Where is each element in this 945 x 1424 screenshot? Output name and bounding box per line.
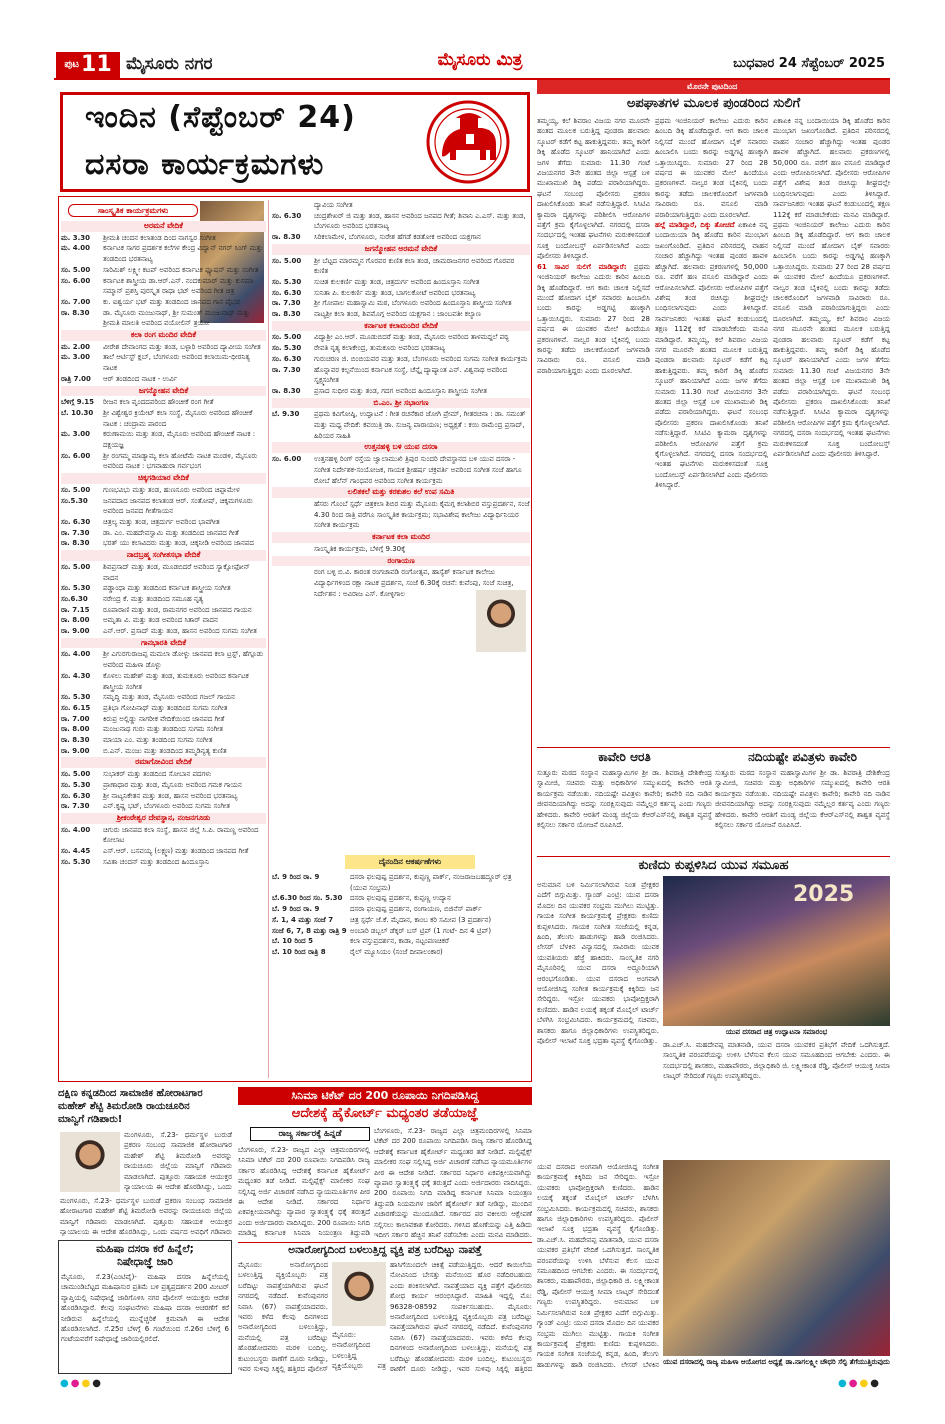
schedule-description: ಶ್ರೀ ವಿಶ್ವೇಶ್ವರ ಕ್ರಿಯೇಟ್ ಕಲಾ ಸಂಸ್ಥೆ, ಮೈಸೂರು ಅವರಿಂದ ಹೌಂಚೀಕೆ ನಾಟಕ : ಚಂದ್ರಾಮ ಪಾರಂದ [103, 408, 253, 428]
mahisha-text: ಮೈಸೂರು, ಸೆ.23(ಎಂಟಿವೈ)- ಮಹಿಷಾ ದಸರಾ ಹಿನ್ನೆಲೆಯಲ್ಲಿ ಚಾಮುಂಡಿಬೆಟ್ಟದ ಮಹಿಷಾಸುರ ಪ್ರತಿಮೆ ಬಳಿ ಪ್ರತ್ಯಪ್ರದರ್ಶನ 200 ಮೀಟರ್ ವ್ಯಾಪ್ತಿಯಲ್ಲಿ ನಿಷೇಧಾಜ್ಞೆ ಜಾರಿಗೊಳಿಸಿ ನಗರ ಪೊಲೀಸ್ ಆಯುಕ್ತರು ಆದೇಶ ಹೊರಡಿಸಿದ್ದಾರೆ. ಕೆಲವು ಸಂಘಟನೆಗಳು ಮಹಿಷಾ ದಸರಾ ಆಚರಣೆಗೆ ಕರೆ ನೀಡಿರುವ ಹಿನ್ನೆಲೆಯಲ್ಲಿ ಮುನ್ನೆಚ್ಚರಿಕೆ ಕ್ರಮವಾಗಿ ಈ ಆದೇಶ ಹೊರಡಿಸಲಾಗಿದೆ. ಸೆ.25ರ ಬೆಳಿಗ್ಗೆ 6 ಗಂಟೆಯಿಂದ ಸೆ.26ರ ಬೆಳಿಗ್ಗೆ 6 ಗಂಟೆಯವರೆಗೆ ನಿಷೇಧಾಜ್ಞೆ ಜಾರಿಯಲ್ಲಿರಲಿದೆ. [61, 1273, 229, 1344]
cinema-headline-b: ಆದೇಶಕ್ಕೆ ಹೈಕೋರ್ಟ್ ಮಧ್ಯಂತರ ತಡೆಯಾಜ್ಞೆ [291, 1106, 479, 1121]
schedule-time: ರಾ. 8.30 [61, 539, 90, 548]
venue-heading: ಚಿಕ್ಕಗಡಿಯಾರ ವೇದಿಕೆ [61, 473, 266, 484]
dasara-title-line1: ಇಂದಿನ (ಸೆಪ್ಟೆಂಬರ್ 24) [85, 100, 356, 135]
schedule-time: ಮ. 3.00 [61, 353, 91, 362]
schedule-row [272, 904, 530, 915]
schedule-time: ಸಂ. 5.00 [61, 485, 91, 494]
schedule-description: ಡಾ. ಮೈಸೂರು ಮಂಜುನಾಥ್, ಶ್ರೀ ಸುಮಂತ್ ಮಂಜುನಾಥ್ ಮತ್ತು ಶ್ರೀಮತಿ ಮಾಲತಿ ಅವರಿಂದ ವಯೋಲಿನ್ ತ್ರಯೋ [103, 308, 251, 328]
schedule-time: ಬೆ. 9 ರಿಂದ ರಾ. 9 [272, 905, 320, 914]
cultural-programs-label: ಸಾಂಸ್ಕೃತಿಕ ಕಾರ್ಯಕ್ರಮಗಳು [68, 204, 198, 217]
lead-col2: ಪ್ರಥಮ ಇಂಜಿನಿಯರ್ ಕಾಲೇಜು ಎದುರು ಕಾರಿನ ಹಿಂಬದಿ ಡಿಕ್ಕಿ ಹೊಡೆದಿದ್ದಾರೆ. ಆಗ ಕಾರು ಚಾಲಕ ನಿಲ್ಲಿಸದೆ ಮುಂದೆ ಹೋದಾಗ ಬೈಕ್ ಸವಾರರು ಹಿಂಬಾಲಿಸಿ ಬಂದು ಕಾರನ್ನು ಅಡ್ಡಗಟ್ಟಿ ಹಣಕ್ಕಾಗಿ ಒತ್ತಾಯಿಸಿದ್ದರು. ಸುಮಾರು 27 ರಿಂದ 28 ವರ್ಷದ ಈ ಯುವಕರ ಮೇಲೆ ಹಿಂದೆಯೂ ಪ್ರಕರಣಗಳಿವೆ. ನಾಲ್ವರ ತಂಡ ಬೈಕಿನಲ್ಲಿ ಬಂದು ಕಾರನ್ನು ತಡೆದು ಚಾಲಕರೊಂದಿಗೆ ಜಗಳವಾಡಿ ಸಾವಿರಾರು ರೂ. ವಸೂಲಿ ಮಾಡಿ ಪರಾರಿಯಾಗುತ್ತಿದ್ದರು ಎಂದು ದೂರಲಾಗಿದೆ. ಹಲ್ಲೆ ಮಾಡಿದ್ದಾರೆ, ದಿಕ್ಕು ತೋಚದೆ ಏಕಾಏಕಿ ನನ್ನ ಬಂದಾಯಿಯಾ ಡಿಕ್ಕಿ ಹೊಡೆದ ಕಾರಿನ ಮುಂಭಾಗ ಜಖಂಗೊಂಡಿದೆ. ಪ್ರತಿದಿನ ಪರಿಸರದಲ್ಲಿ ವಾಹನ ಸಂಚಾರ ಹೆಚ್ಚಾಗಿದ್ದು ಇಂತಹ ಪುಂಡರ ಹಾವಳಿ ಹೆಚ್ಚಾಗಿದೆ. ಹಲವಾರು ಪ್ರಕರಣಗಳಲ್ಲಿ 50,000 ರೂ. ವರೆಗೆ ಹಣ ವಸೂಲಿ ಮಾಡಿದ್ದಾರೆ ಎಂದು ಆರೋಪಿಸಲಾಗಿದೆ. ಪೊಲೀಸರು ಆರೋಪಿಗಳ ಪತ್ತೆಗೆ ವಿಶೇಷ ತಂಡ ರಚಿಸಿದ್ದು ಶೀಘ್ರದಲ್ಲೇ ಬಂಧಿಸಲಾಗುವುದು ಎಂದು ತಿಳಿಸಿದ್ದಾರೆ. ಸಾರ್ವಜನಿಕರು ಇಂತಹ ಘಟನೆ ಕಂಡುಬಂದಲ್ಲಿ ತಕ್ಷಣ 112ಕ್ಕೆ ಕರೆ ಮಾಡಬೇಕೆಂದು ಮನವಿ ಮಾಡಿದ್ದಾರೆ. ತಮ್ಮಯ್ಯ, ಕಲೆ ಶಿವರಾಂ ವಿಜಯ ನಗರ ಮೂರನೇ ಹಂತದ ಮೂಲಕ ಬರುತ್ತಿದ್ದ ಪುಂಡರಾ ಹಲವಾರು ಸ್ಕೂಟರ್ ಕಡೆಗೆ ಕಟ್ಟ ಹಾಕುತ್ತಿದ್ದವರು. ತಮ್ಮ ಕಾರಿಗೆ ಡಿಕ್ಕಿ ಹೊಡೆದ ಸ್ಕೂಟರ್ ಹಾನಿಯಾಗಿದೆ ಎಂದು ಜಗಳ ತೆಗೆದು ಸುಮಾರು 11.30 ಗಂಟೆ ವಿಜಯನಗರ 3ನೇ ಹಂತದ ಜಿಲ್ಲಾ ಆಸ್ಪತ್ರೆ ಬಳಿ ಮುಖಾಮುಖಿ ಡಿಕ್ಕಿ ಪಡೆದು ಪರಾರಿಯಾಗಿದ್ದರು. ಘಟನೆ ಸಂಬಂಧ ಪೊಲೀಸರು ಪ್ರಕರಣ ದಾಖಲಿಸಿಕೊಂಡು ತನಿಖೆ ನಡೆಸುತ್ತಿದ್ದಾರೆ. ಸಿಸಿಟಿವಿ ಕ್ಯಾಮರಾ ದೃಶ್ಯಗಳನ್ನು ಪರಿಶೀಲಿಸಿ ಆರೋಪಿಗಳ ಪತ್ತೆಗೆ ಕ್ರಮ ಕೈಗೊಳ್ಳಲಾಗಿದೆ. ನಗರದಲ್ಲಿ ದಸರಾ ಸಂದರ್ಭದಲ್ಲಿ ಇಂತಹ ಘಟನೆಗಳು ಮರುಕಳಿಸದಂತೆ ಸೂಕ್ತ ಬಂದೋಬಸ್ತ್ ಏರ್ಪಡಿಸಲಾಗಿದೆ ಎಂದು ಪೊಲೀಸರು ತಿಳಿಸಿದ್ದಾರೆ. [655, 117, 768, 490]
schedule-description: ಸುಭಾಕರ್ ಮತ್ತು ತಂಡದಿಂದ ಸೋಬಾನ ಪದಗಳು [103, 770, 212, 779]
schedule-row [272, 386, 530, 397]
schedule-time: ಸಂ. 4.45 [61, 847, 91, 856]
missing-person-photo [332, 1262, 386, 1326]
schedule-description: ದಸರಾ ಫಲಪುಷ್ಪ ಪ್ರದರ್ಶನ, ಕುಪ್ಪಣ್ಣ ಪಾರ್ಕ್, ನಂಜರಾಜಬಹದ್ದೂರ್ ಛತ್ರ (ಯುವ ಸಂಭ್ರಮ) [350, 873, 512, 892]
schedule-description: ದ್ಯಾವಿಯ ಸಂಗೀತ [314, 201, 353, 209]
schedule-row [61, 626, 266, 637]
schedule-row [272, 872, 530, 893]
schedule-description: ಉತ್ತನಹಳ್ಳಿ ರಿಂಗ್ ರಸ್ತೆಯ ಜ್ವಾಲಾಮುಖಿ ತ್ರಿಪುರ ಸುಂದರಿ ದೇವಸ್ಥಾನದ ಬಳಿ ಯುವ ದಸರಾ - ಸಂಗೀತ ನಿರ್ದೇಶಕ-ಸಂಯೋಜಕ, ಗಾಯಕ ಶ್ರೀಹರ್ಷ ಚಕ್ರವರ್ತಿ ಅವರಿಂದ ಸಂಗೀತ ಸಂಜೆ ಹಾಗೂ ರೋಬೆ ಹೆಲೆನ್ ಗಾಂಧವರ ಅವರಿಂದ ಸಂಗೀತ ಕಾರ್ಯಕ್ರಮ [314, 455, 522, 485]
schedule-row [61, 374, 266, 385]
youth-text: ಅನುಮಾನ ಬಳಿ ನಿರ್ಮಿಸಲಾಗಿರುವ ನಿಂತ ಪ್ರೇಕ್ಷಕರ ಎದೆಗೆ ಬಿಗ್ಗುಮಿತ್ತು. ಗ್ಯಾಂಡ್ ಎಂಟ್ರಿ: ಯುವ ದಸರಾ ಮೊದಲ ದಿನ ಯುವಕರ ಸಂಭ್ರಮ ಮುಗಿಲು ಮುಟ್ಟಿತ್ತು. ಗಾಯಕಿ ಸಂಗೀತ ಕಾರ್ಯಕ್ರಮಕ್ಕೆ ಪ್ರೇಕ್ಷಕರು ಕುಣಿದು ಕುಪ್ಪಳಿಸಿದರು. ಗಾಯಕ ಸಂಗೀತ ಸಂಜೆಯಲ್ಲಿ ಕನ್ನಡ, ಹಿಂದಿ, ತೆಲುಗು ಹಾಡುಗಳನ್ನು ಹಾಡಿ ರಂಜಿಸಿದರು. ಲೇಸರ್ ಬೆಳಕಿನ ವಿನ್ಯಾಸದಲ್ಲಿ ಸಾವಿರಾರು ಯುವಕ ಯುವತಿಯರು ಹೆಜ್ಜೆ ಹಾಕಿದರು. ಸಾಂಸ್ಕೃತಿಕ ನಗರಿ ಮೈಸೂರಿನಲ್ಲಿ ಯುವ ದಸರಾ ಅದ್ದೂರಿಯಾಗಿ ಆರಂಭಗೊಂಡಿತು. ಯುವ ದಸರಾದ ಅಂಗವಾಗಿ ಆಯೋಜಿಸಿದ್ದ ಸಂಗೀತ ಕಾರ್ಯಕ್ರಮಕ್ಕೆ ಕಿಕ್ಕಿರಿದು ಜನ ಸೇರಿದ್ದರು. ಇಸ್ರೋ ಯುವಕರು ಭಾವೋದ್ರಿಕ್ತರಾಗಿ ಕುಣಿದರು. ಹಾಡಿನ ಲಯಕ್ಕೆ ತಕ್ಕಂತೆ ಮೊಬೈಲ್ ಟಾರ್ಚ್ ಬೆಳಗಿಸಿ ಸಂಭ್ರಮಿಸಿದರು. ಕಾರ್ಯಕ್ರಮದಲ್ಲಿ ಸಚಿವರು, ಶಾಸಕರು ಹಾಗೂ ಜಿಲ್ಲಾಧಿಕಾರಿಗಳು ಉಪಸ್ಥಿತರಿದ್ದರು. ಪೊಲೀಸ್ ಇಲಾಖೆ ಸೂಕ್ತ ಭದ್ರತಾ ವ್ಯವಸ್ಥೆ ಕೈಗೊಂಡಿತ್ತು. [537, 881, 659, 1046]
schedule-time: ಸಂ. 6.15 [61, 703, 91, 712]
schedule-description: ಮಂಜುನಾಥ ಗುರು ಮತ್ತು ತಂಡದಿಂದ ಸುಗಮ ಸಂಗೀತ [103, 725, 224, 734]
schedule-row [61, 714, 266, 725]
lead-col3: ಏಕಾಏಕಿ ನನ್ನ ಬಂದಾಯಿಯಾ ಡಿಕ್ಕಿ ಹೊಡೆದ ಕಾರಿನ ಮುಂಭಾಗ ಜಖಂಗೊಂಡಿದೆ. ಪ್ರತಿದಿನ ಪರಿಸರದಲ್ಲಿ ವಾಹನ ಸಂಚಾರ ಹೆಚ್ಚಾಗಿದ್ದು ಇಂತಹ ಪುಂಡರ ಹಾವಳಿ ಹೆಚ್ಚಾಗಿದೆ. ಹಲವಾರು ಪ್ರಕರಣಗಳಲ್ಲಿ 50,000 ರೂ. ವರೆಗೆ ಹಣ ವಸೂಲಿ ಮಾಡಿದ್ದಾರೆ ಎಂದು ಆರೋಪಿಸಲಾಗಿದೆ. ಪೊಲೀಸರು ಆರೋಪಿಗಳ ಪತ್ತೆಗೆ ವಿಶೇಷ ತಂಡ ರಚಿಸಿದ್ದು ಶೀಘ್ರದಲ್ಲೇ ಬಂಧಿಸಲಾಗುವುದು ಎಂದು ತಿಳಿಸಿದ್ದಾರೆ. ಸಾರ್ವಜನಿಕರು ಇಂತಹ ಘಟನೆ ಕಂಡುಬಂದಲ್ಲಿ ತಕ್ಷಣ 112ಕ್ಕೆ ಕರೆ ಮಾಡಬೇಕೆಂದು ಮನವಿ ಮಾಡಿದ್ದಾರೆ. ಪ್ರಥಮ ಇಂಜಿನಿಯರ್ ಕಾಲೇಜು ಎದುರು ಕಾರಿನ ಹಿಂಬದಿ ಡಿಕ್ಕಿ ಹೊಡೆದಿದ್ದಾರೆ. ಆಗ ಕಾರು ಚಾಲಕ ನಿಲ್ಲಿಸದೆ ಮುಂದೆ ಹೋದಾಗ ಬೈಕ್ ಸವಾರರು ಹಿಂಬಾಲಿಸಿ ಬಂದು ಕಾರನ್ನು ಅಡ್ಡಗಟ್ಟಿ ಹಣಕ್ಕಾಗಿ ಒತ್ತಾಯಿಸಿದ್ದರು. ಸುಮಾರು 27 ರಿಂದ 28 ವರ್ಷದ ಈ ಯುವಕರ ಮೇಲೆ ಹಿಂದೆಯೂ ಪ್ರಕರಣಗಳಿವೆ. ನಾಲ್ವರ ತಂಡ ಬೈಕಿನಲ್ಲಿ ಬಂದು ಕಾರನ್ನು ತಡೆದು ಚಾಲಕರೊಂದಿಗೆ ಜಗಳವಾಡಿ ಸಾವಿರಾರು ರೂ. ವಸೂಲಿ ಮಾಡಿ ಪರಾರಿಯಾಗುತ್ತಿದ್ದರು ಎಂದು ದೂರಲಾಗಿದೆ. ತಮ್ಮಯ್ಯ, ಕಲೆ ಶಿವರಾಂ ವಿಜಯ ನಗರ ಮೂರನೇ ಹಂತದ ಮೂಲಕ ಬರುತ್ತಿದ್ದ ಪುಂಡರಾ ಹಲವಾರು ಸ್ಕೂಟರ್ ಕಡೆಗೆ ಕಟ್ಟ ಹಾಕುತ್ತಿದ್ದವರು. ತಮ್ಮ ಕಾರಿಗೆ ಡಿಕ್ಕಿ ಹೊಡೆದ ಸ್ಕೂಟರ್ ಹಾನಿಯಾಗಿದೆ ಎಂದು ಜಗಳ ತೆಗೆದು ಸುಮಾರು 11.30 ಗಂಟೆ ವಿಜಯನಗರ 3ನೇ ಹಂತದ ಜಿಲ್ಲಾ ಆಸ್ಪತ್ರೆ ಬಳಿ ಮುಖಾಮುಖಿ ಡಿಕ್ಕಿ ಪಡೆದು ಪರಾರಿಯಾಗಿದ್ದರು. ಘಟನೆ ಸಂಬಂಧ ಪೊಲೀಸರು ಪ್ರಕರಣ ದಾಖಲಿಸಿಕೊಂಡು ತನಿಖೆ ನಡೆಸುತ್ತಿದ್ದಾರೆ. ಸಿಸಿಟಿವಿ ಕ್ಯಾಮರಾ ದೃಶ್ಯಗಳನ್ನು ಪರಿಶೀಲಿಸಿ ಆರೋಪಿಗಳ ಪತ್ತೆಗೆ ಕ್ರಮ ಕೈಗೊಳ್ಳಲಾಗಿದೆ. ನಗರದಲ್ಲಿ ದಸರಾ ಸಂದರ್ಭದಲ್ಲಿ ಇಂತಹ ಘಟನೆಗಳು ಮರುಕಳಿಸದಂತೆ ಸೂಕ್ತ ಬಂದೋಬಸ್ತ್ ಏರ್ಪಡಿಸಲಾಗಿದೆ ಎಂದು ಪೊಲೀಸರು ತಿಳಿಸಿದ್ದಾರೆ. [773, 117, 890, 458]
schedule-description: ಚಿತ್ರಲ್ಯ ಮತ್ತು ತಂಡ, ಚಿತ್ರದುರ್ಗ ಅವರಿಂದ ಭಾವಗೀತ [103, 517, 220, 526]
schedule-time: ರಾ. 8.30 [61, 308, 90, 317]
schedule-description: ರೇವತಿ ನೃತ್ಯ ಕಲಾಕೇಂದ್ರ, ತುಮಕೂರು ಅವರಿಂದ ಭರತನಾಟ್ಯ [314, 344, 446, 353]
schedule-description: ಸಾಂಸ್ಕೃತಿಕ ಕಾರ್ಯಕ್ರಮ, ಬೆಳಿಗ್ಗೆ 9.30ಕ್ಕೆ [314, 544, 406, 553]
schedule-row [272, 277, 530, 288]
schedule-description: ತಾಲೆ ಆರ್ಟಿಸ್ಟ್ ಕ್ಲಬ್, ಬೆಂಗಳೂರು ಅವರಿಂದ ಕಲಾಯಿಮ-ಧೀರನಿತ್ಯ ನಾಟಕ [103, 353, 250, 373]
mahesh-headline: ದಕ್ಷಿಣ ಕನ್ನಡದಿಂದ ಸಾಮಾಜಿಕ ಹೋರಾಟಗಾರ ಮಹೇಶ್ ಶೆಟ್ಟಿ ತಿಮರೋಡಿ ರಾಯಚೂರಿನ ಮಾನ್ವಿಗೆ ಗಡಿಪಾರು! [58, 1088, 203, 1125]
schedule-time: ಮ. 4.00 [61, 244, 91, 253]
schedule-time: ಬೆ. 10 ರಿಂದ ರಾತ್ರಿ 8 [272, 947, 326, 956]
schedule-description: ಬಿ.ಎನ್. ಮಂಜು ಮತ್ತು ತಂಡದಿಂದ ತಮ್ಮಡಿನ್ಯತ್ಯ ಕುಣಿತ [103, 746, 227, 755]
schedule-row [272, 365, 530, 386]
schedule-time: ರಾ. 9.00 [61, 627, 90, 636]
schedule-time: ಸಂ. 6.00 [272, 455, 302, 464]
schedule-row [272, 256, 530, 277]
singer-photo [476, 590, 526, 652]
schedule-row [61, 692, 266, 703]
schedule-row [61, 233, 266, 244]
schedule-description: ಕು. ಐಶ್ವರ್ಯ ಭಟ್ ಮತ್ತು ತಂಡದಿಂದ ಜಾನಪದ ಗಾನ ವೈಭವ [103, 297, 241, 306]
schedule-description: ಭರತ್ ಯು ಕಲಾವಿದರು ಮತ್ತು ತಂಡ, ಚಿಕ್ಕನೀಡಿ ಅವರಿಂದ ಜಾನಪದ [103, 539, 254, 548]
schedule-row [61, 594, 266, 605]
schedule-time: ರಾ. 7.30 [272, 299, 301, 308]
venue-heading: ಕಲಾ ರಂಗ ಮಂದಿರ ವೇದಿಕೆ [61, 330, 266, 341]
schedule-time: ಸಂ. 6.30 [272, 211, 302, 220]
schedule-description: ವೀರೇಶ ದೇವಾಂಗದ ಮತ್ತು ತಂಡ, ಬಳ್ಳಾರಿ ಅವರಿಂದ ದ್ಯಾವೀಯ ಸಂಗೀತ [103, 342, 261, 351]
schedule-row [61, 846, 266, 857]
elephant-emblem-icon [412, 98, 524, 186]
venue-heading: ಉತ್ತನಹಳ್ಳಿ ಬಳಿ ಯುವ ದಸರಾ [272, 442, 530, 453]
schedule-description: ರೈಲ್ ಮ್ಯೂಸಿಯಂ (ಸಂಜೆ ದೀಪಾಲಂಕಾರ) [350, 947, 443, 956]
paper-name: ಮೈಸೂರು ಮಿತ್ರ [437, 50, 523, 70]
mahesh-text: ಮಂಗಳೂರು, ಸೆ.23- ಧರ್ಮಸ್ಥಳ ಬುರುಡೆ ಪ್ರಕರಣ ಸಂಬಂಧ ಸಾಮಾಜಿಕ ಹೋರಾಟಗಾರ ಮಹೇಶ್ ಶೆಟ್ಟಿ ತಿಮರೋಡಿ ಅವರನ್ನು ರಾಯಚೂರು ಜಿಲ್ಲೆಯ ಮಾನ್ವಿಗೆ ಗಡಿಪಾರು ಮಾಡಲಾಗಿದೆ. ಪುತ್ತೂರು ಸಹಾಯಕ ಆಯುಕ್ತರ ನ್ಯಾಯಾಲಯ ಈ ಆದೇಶ ಹೊರಡಿಸಿದ್ದು, ಒಂದು ವರ್ಷದ ಅವಧಿಗೆ ಗಡಿಪಾರು [60, 1197, 232, 1236]
schedule-time: ರಾ. 8.30 [272, 233, 301, 242]
page-number-badge: $^{ಪುಟ}$11 [56, 52, 120, 78]
schedule-row [272, 499, 530, 531]
schedule-description: ಸಿರಿಕಲಾಮೇಳ, ಬೆಂಗಳೂರು, ಸುರೇಶ ಹೆಗಡೆ ಕಡತೋಕ ಅವರಿಂದ ಯಕ್ಷಗಾನ [314, 233, 481, 242]
schedule-time: ಸಂ. 4.00 [61, 825, 91, 834]
schedule-description: ಸಾರಿಮಿಶ್ ಲಕ್ಷ್ಮೀ ಕಟಪ್ ಅವರಿಂದ ಕರ್ನಾಟಕ ಫ್ಯೂಷನ್ ಮತ್ತು ಸಂಗೀತ [103, 265, 259, 274]
schedule-row [61, 649, 266, 670]
venue-heading: ಗಾನಭಾರತಿ ವೇದಿಕೆ [61, 638, 266, 649]
schedule-time: ರಾ. 8.30 [61, 736, 90, 745]
schedule-description: ಶ್ರೀ ಎಗುರಗುರಾಜಪ್ಪ ಮಮಲಾ ಡೋಳ್ಳು ಜಾನಪದ ಕಲಾ ಟ್ರಸ್ಟ್, ಹೆಗ್ಗೂಡು ಅವರಿಂದ ಮಹಿಳಾ ಡೊಳ್ಳು [103, 650, 264, 670]
schedule-row [61, 703, 266, 714]
schedule-row [61, 583, 266, 594]
stage-banner-text: 2025 [793, 882, 855, 907]
venue-heading: ಅರಮನೆ ವೇದಿಕೆ [61, 221, 266, 232]
schedule-time: ಸಂ. 7.00 [61, 297, 91, 306]
schedule-description: ಪ್ರಥಮ ಕವಿಗೋಷ್ಠಿ, ಉದ್ಘಾಟನೆ : ಗೀತ ರಚನೆಕಾರ ಜೋಗಿ ಪ್ರೇಮ್, ಗೀತರಚನಾ : ಡಾ. ಸಮಂತ್ ಮತ್ತು ಮಧ್ಯ ವೇದಿಕೆ: ಕವಯಿತ್ರಿ ಡಾ. ಸುಜನ್ಯ ಪಾರಾಯಣ; ಅಧ್ಯಕ್ಷತೆ : ಕಯಿ ರಾಮೆಂದ್ರ ಪ್ರಸಾದ್, ಹಿರಿಯರ ಸಾಹಿತಿ [314, 410, 526, 440]
schedule-time: ರಾ. 9.00 [61, 746, 90, 755]
youth-headline: ಕುಣಿದು ಕುಪ್ಪಳಿಸಿದ ಯುವ ಸಮೂಹ [638, 858, 789, 873]
schedule-description: ಶ್ರೀ ಗೋಪಾಲ ಮಹಾಸ್ವಾಮಿ ಮಠ, ಬೆಂಗಳೂರು ಅವರಿಂದ ಹಿಂದೂಸ್ತಾನಿ ಶಾಸ್ತ್ರೀಯ ಸಂಗೀತ [314, 299, 512, 308]
mahesh-text-side: ಮಂಗಳೂರು, ಸೆ.23- ಧರ್ಮಸ್ಥಳ ಬುರುಡೆ ಪ್ರಕರಣ ಸಂಬಂಧ ಸಾಮಾಜಿಕ ಹೋರಾಟಗಾರ ಮಹೇಶ್ ಶೆಟ್ಟಿ ತಿಮರೋಡಿ ಅವರನ್ನು ರಾಯಚೂರು ಜಿಲ್ಲೆಯ ಮಾನ್ವಿಗೆ ಗಡಿಪಾರು ಮಾಡಲಾಗಿದೆ. ಪುತ್ತೂರು ಸಹಾಯಕ ಆಯುಕ್ತರ ನ್ಯಾಯಾಲಯ ಈ ಆದೇಶ ಹೊರಡಿಸಿದ್ದು, ಒಂದು [124, 1131, 232, 1192]
schedule-description: ಅಂಬಾರಿ ಡಬ್ಬಲ್ ಡೆಕ್ಕರ್ ಬಸ್ ಟ್ರಿಪ್ (1 ಗಂಟೆ- ದಿನ 4 ಟ್ರಿಪ್) [350, 926, 492, 935]
schedule-left-column [61, 220, 266, 1080]
schedule-time: ರಾ. 7.00 [61, 714, 90, 723]
venue-heading: ಬಿ.ಎಂ. ಶ್ರೀ ಸಭಾಂಗಣ [272, 398, 530, 409]
youth-rule [537, 856, 890, 857]
youth-photo-1-caption: ಯುವ ದಸರಾದ ಚಿತ್ರ ಉದ್ಘಾಟನಾ ಸಮಾರಂಭ [725, 1028, 828, 1036]
schedule-description: ಡಾ. ಎಂ. ಮಹದೇವಸ್ವಾಮಿ ಮತ್ತು ತಂಡದಿಂದ ಜಾನಪದ ಗೀತೆ [103, 528, 239, 537]
schedule-description: ಗುಣಭವಿಭು ಮತ್ತು ತಂಡ, ಹುಣಸೂರು ಅವರಿಂದ ಚಿಪ್ಪಾಮೇಳ [103, 485, 240, 494]
venue-heading: ಕರ್ನಾಟಕ ಕಲಾಮಂದಿರ ವೇದಿಕೆ [272, 321, 530, 332]
daily-attractions-list [272, 872, 530, 1078]
schedule-description: ನಾಟ್ಯಶ್ರೀ ಕಲಾ ತಂಡ, ಶಿವಮೊಗ್ಗ ಅವರಿಂದ ಯಕ್ಷಗಾನ : ಜಾಂಬವತೀ ಕಲ್ಯಾಣ [314, 310, 481, 319]
schedule-row [61, 408, 266, 429]
daily-attractions-label: ದೈನಂದಿನ ಆಕರ್ಷಣೆಗಳು [345, 855, 475, 869]
schedule-time: ಬೆ. 10.30 [61, 408, 94, 417]
schedule-time: ಸಂ. 6.30 [272, 354, 302, 363]
missing-text-3: ಹಾಸಿಗೆಯಿಂದಲೇ ಚಿಕಿತ್ಸೆ ಪಡೆಯುತ್ತಿದ್ದರು. ಆದರೆ ಕಾಯಿಲೆಯ ನೋವಿನಿಂದ ಬೇಸತ್ತು ಮನೆಯಿಂದ ಹೊರ ನಡೆದಿರಬಹುದು ಎಂದು ಶಂಕಿಸಲಾಗಿದೆ. ನಾಪತ್ತೆಯಾದ ವ್ಯಕ್ತಿ ಪತ್ತೆಗೆ ಪೊಲೀಸರು ಶೋಧ ಕಾರ್ಯ ಆರಂಭಿಸಿದ್ದಾರೆ. ಮಾಹಿತಿ ಇದ್ದಲ್ಲಿ ಮೊ: 96328-08592 ಸಂಪರ್ಕಿಸಬಹುದು. ಮೈಸೂರು: ಅನಾರೋಗ್ಯದಿಂದ ಬಳಲುತ್ತಿದ್ದ ವ್ಯಕ್ತಿಯೊಬ್ಬರು ಪತ್ರ ಬರೆದಿಟ್ಟು ನಾಪತ್ತೆಯಾಗಿರುವ ಘಟನೆ ನಗರದಲ್ಲಿ ನಡೆದಿದೆ. ಕುವೆಂಪುನಗರ ನಿವಾಸಿ (67) ನಾಪತ್ತೆಯಾದವರು. ಇವರು ಕಳೆದ ಕೆಲವು ದಿನಗಳಿಂದ ಅನಾರೋಗ್ಯದಿಂದ ಬಳಲುತ್ತಿದ್ದು, ಮನೆಯಲ್ಲಿ ಪತ್ರ ಬರೆದಿಟ್ಟು ಹೊರಹೋದವರು ಮರಳಿ ಬಂದಿಲ್ಲ. ಕುಟುಂಬಸ್ಥರು ಠಾಣೆಗೆ ದೂರು ನೀಡಿದ್ದು, ಇವರ ಸುಳಿವು ಸಿಕ್ಕಲ್ಲಿ ಹತ್ತಿರದ [390, 1261, 532, 1374]
schedule-time: ರಾ. 7.30 [61, 528, 90, 537]
schedule-row [61, 342, 266, 353]
schedule-time: ಮ. 3.30 [61, 233, 91, 242]
schedule-row [272, 200, 530, 211]
schedule-description: ಪ್ರಸಾದ ಸುಧೀರ ಮತ್ತು ತಂಡ, ಗದಗ ಅವರಿಂದ ಹಿಂದೂಸ್ತಾನಿ ಶಾಸ್ತ್ರೀಯ ಸಂಗೀತ [314, 386, 487, 395]
schedule-description: ಕೊಳಲು ಮಹೇಶ್ ಮತ್ತು ತಂಡ, ತುಮಕೂರು ಅವರಿಂದ ಕರ್ನಾಟಕ ಶಾಸ್ತ್ರೀಯ ಸಂಗೀತ [103, 671, 249, 691]
schedule-row [272, 211, 530, 232]
kaveri-subheadline: ನದಿಯಷ್ಟೇ ಪವಿತ್ರಳು ಕಾವೇರಿ [748, 750, 857, 764]
registration-marks-right: ●●●● [838, 1378, 881, 1389]
schedule-description: ಪಡ್ಡಾಂಧಾ ಮತ್ತು ತಂಡದಿಂದ ಕರ್ನಾಟಕ ಶಾಸ್ತ್ರೀಯ ಸಂಗೀತ [103, 584, 231, 593]
schedule-time: ಸಂ. 6.30 [272, 288, 302, 297]
schedule-row [61, 615, 266, 626]
schedule-time: ಸಂ. 5.30 [61, 584, 91, 593]
schedule-description: ಸಮೃದ್ಧಿ ಮತ್ತು ತಂಡ, ಮೈಸೂರು ಅವರಿಂದ ಗಜಲ್ ಗಾಯನ [103, 693, 235, 702]
schedule-row [272, 454, 530, 486]
schedule-right-column [272, 200, 530, 848]
schedule-row [272, 288, 530, 299]
schedule-row [272, 232, 530, 243]
schedule-row [61, 528, 266, 539]
schedule-time: ಸಂ. 5.00 [272, 333, 302, 342]
schedule-time [272, 200, 314, 211]
venue-heading: ಕರ್ನಾಟಕ ಕಲಾ ಮಂದಿರ [272, 532, 530, 543]
schedule-row [272, 332, 530, 343]
schedule-row [272, 354, 530, 365]
schedule-time: ಸಂ.5.30 [61, 496, 88, 505]
mahesh-photo [60, 1132, 120, 1192]
schedule-row [61, 562, 266, 583]
schedule-description: ರೀಜನ ಕಲಾ ವೃಂದದವರಿಂದ ಹೌಂಚೀಕೆ ರಂಗ ಗೀತೆ [103, 398, 214, 407]
youth-photo-2 [663, 1160, 890, 1356]
schedule-row [61, 735, 266, 746]
schedule-description: ಚಿಗುರು ಜಾನಪದ ಕಲಾ ಸಂಸ್ಥೆ, ಹಾಸನ ಜಿಲ್ಲೆ ಸಿ.ಪಿ. ರಾಮಣ್ಣ ಅವರಿಂದ ಕೋಲಾಟ [103, 825, 259, 845]
youth-photo-2-caption: ಯುವ ದಸರಾದಲ್ಲಿ ರಾಜ್ಯ ಮಹಿಳಾ ಆಯೋಗದ ಅಧ್ಯಕ್ಷೆ ಡಾ.ನಾಗಲಕ್ಷ್ಮೀ ಚೌಧರಿ ಸೆಲ್ಫಿ ತೆಗೆಯುತ್ತಿರುವುದು [663, 1358, 890, 1366]
schedule-row [61, 801, 266, 812]
schedule-time: ಸಂ.6.30 [61, 594, 88, 603]
lead-col1: ತಮ್ಮಯ್ಯ, ಕಲೆ ಶಿವರಾಂ ವಿಜಯ ನಗರ ಮೂರನೇ ಹಂತದ ಮೂಲಕ ಬರುತ್ತಿದ್ದ ಪುಂಡರಾ ಹಲವಾರು ಸ್ಕೂಟರ್ ಕಡೆಗೆ ಕಟ್ಟ ಹಾಕುತ್ತಿದ್ದವರು. ತಮ್ಮ ಕಾರಿಗೆ ಡಿಕ್ಕಿ ಹೊಡೆದ ಸ್ಕೂಟರ್ ಹಾನಿಯಾಗಿದೆ ಎಂದು ಜಗಳ ತೆಗೆದು ಸುಮಾರು 11.30 ಗಂಟೆ ವಿಜಯನಗರ 3ನೇ ಹಂತದ ಜಿಲ್ಲಾ ಆಸ್ಪತ್ರೆ ಬಳಿ ಮುಖಾಮುಖಿ ಡಿಕ್ಕಿ ಪಡೆದು ಪರಾರಿಯಾಗಿದ್ದರು. ಘಟನೆ ಸಂಬಂಧ ಪೊಲೀಸರು ಪ್ರಕರಣ ದಾಖಲಿಸಿಕೊಂಡು ತನಿಖೆ ನಡೆಸುತ್ತಿದ್ದಾರೆ. ಸಿಸಿಟಿವಿ ಕ್ಯಾಮರಾ ದೃಶ್ಯಗಳನ್ನು ಪರಿಶೀಲಿಸಿ ಆರೋಪಿಗಳ ಪತ್ತೆಗೆ ಕ್ರಮ ಕೈಗೊಳ್ಳಲಾಗಿದೆ. ನಗರದಲ್ಲಿ ದಸರಾ ಸಂದರ್ಭದಲ್ಲಿ ಇಂತಹ ಘಟನೆಗಳು ಮರುಕಳಿಸದಂತೆ ಸೂಕ್ತ ಬಂದೋಬಸ್ತ್ ಏರ್ಪಡಿಸಲಾಗಿದೆ ಎಂದು ಪೊಲೀಸರು ತಿಳಿಸಿದ್ದಾರೆ. 61 ಸಾವಿರ ಸುಲಿಗೆ ಮಾಡಿದ್ದಾರೆ: ಪ್ರಥಮ ಇಂಜಿನಿಯರ್ ಕಾಲೇಜು ಎದುರು ಕಾರಿನ ಹಿಂಬದಿ ಡಿಕ್ಕಿ ಹೊಡೆದಿದ್ದಾರೆ. ಆಗ ಕಾರು ಚಾಲಕ ನಿಲ್ಲಿಸದೆ ಮುಂದೆ ಹೋದಾಗ ಬೈಕ್ ಸವಾರರು ಹಿಂಬಾಲಿಸಿ ಬಂದು ಕಾರನ್ನು ಅಡ್ಡಗಟ್ಟಿ ಹಣಕ್ಕಾಗಿ ಒತ್ತಾಯಿಸಿದ್ದರು. ಸುಮಾರು 27 ರಿಂದ 28 ವರ್ಷದ ಈ ಯುವಕರ ಮೇಲೆ ಹಿಂದೆಯೂ ಪ್ರಕರಣಗಳಿವೆ. ನಾಲ್ವರ ತಂಡ ಬೈಕಿನಲ್ಲಿ ಬಂದು ಕಾರನ್ನು ತಡೆದು ಚಾಲಕರೊಂದಿಗೆ ಜಗಳವಾಡಿ ಸಾವಿರಾರು ರೂ. ವಸೂಲಿ ಮಾಡಿ ಪರಾರಿಯಾಗುತ್ತಿದ್ದರು ಎಂದು ದೂರಲಾಗಿದೆ. [537, 117, 650, 375]
schedule-time [272, 567, 314, 599]
cinema-headline-a: ಸಿನಿಮಾ ಟಿಕೆಟ್ ದರ 200 ರೂಪಾಯಿ ನಿಗದಿಪಡಿಸಿದ್ದ [238, 1087, 532, 1105]
schedule-row [61, 352, 266, 373]
schedule-row [61, 496, 266, 517]
schedule-row [61, 451, 266, 472]
schedule-time: ಸಂ. 5.30 [61, 857, 91, 866]
schedule-row [61, 671, 266, 692]
schedule-description: ಕರ್ನಾಟಕ ಶಾಸ್ತ್ರೀಯ ಡಾ.ಆರ್.ಎನ್. ನಂದಕುಮಾರ್ ಮತ್ತು ಕುಸಮಾ ಸಮ್ಮಾನ್ ಪ್ರಶಸ್ತಿ ಪುರಸ್ಕೃತ ರಾಧಾ ಭಟ್ ಅವರಿಂದ ಗೀತ ಚಿತ್ರ [103, 276, 254, 296]
schedule-row [272, 343, 530, 354]
cinema-subhead: ರಾಜ್ಯ ಸರ್ಕಾರಕ್ಕೆ ಹಿನ್ನಡೆ [250, 1127, 370, 1141]
schedule-time: ಸಂ. 5.30 [61, 780, 91, 789]
schedule-time: ರಾ. 8.00 [61, 725, 90, 734]
schedule-row [61, 769, 266, 780]
schedule-row [272, 544, 530, 555]
schedule-time: ಬೆ. 10 ರಿಂದ 5 [272, 937, 313, 946]
schedule-description: ಮಾಯಾ ಎಂ. ಮತ್ತು ತಂಡದಿಂದ ಸುಗಮ ಸಂಗೀತ [103, 736, 213, 745]
missing-text-1: ಮೈಸೂರು: ಅನಾರೋಗ್ಯದಿಂದ ಬಳಲುತ್ತಿದ್ದ ವ್ಯಕ್ತಿಯೊಬ್ಬರು ಪತ್ರ ಬರೆದಿಟ್ಟು ನಾಪತ್ತೆಯಾಗಿರುವ ಘಟನೆ ನಗರದಲ್ಲಿ ನಡೆದಿದೆ. ಕುವೆಂಪುನಗರ ನಿವಾಸಿ (67) ನಾಪತ್ತೆಯಾದವರು. ಇವರು ಕಳೆದ ಕೆಲವು ದಿನಗಳಿಂದ ಅನಾರೋಗ್ಯದಿಂದ ಬಳಲುತ್ತಿದ್ದು, ಮನೆಯಲ್ಲಿ ಪತ್ರ ಬರೆದಿಟ್ಟು ಹೊರಹೋದವರು ಮರಳಿ ಬಂದಿಲ್ಲ. ಕುಟುಂಬಸ್ಥರು ಠಾಣೆಗೆ ದೂರು ನೀಡಿದ್ದು, ಇವರ ಸುಳಿವು ಸಿಕ್ಕಲ್ಲಿ ಹತ್ತಿರದ ಪೊಲೀಸ್ [238, 1261, 328, 1374]
schedule-time: ಸಂ. 6.00 [61, 276, 91, 285]
schedule-description: ಕಲಾ ವಸ್ತುಪ್ರದರ್ಶನ, ಕಾಡಾ, ನಟ್ಟಂಪಣಚಿಕರೆ [350, 937, 449, 946]
schedule-description: ಶ್ರೀ ನಾಟ್ಯನಿಕೇತನ ಮತ್ತು ತಂಡ, ಹಾಸನ ಅವರಿಂದ ಭರತನಾಟ್ಯ [103, 791, 238, 800]
schedule-time: ಸಂ. 6.30 [61, 517, 91, 526]
schedule-description: ವಿದ್ಯಾಶ್ರೀ ಎಂ.ಆರ್. ಮೂಡುಬಿದರೆ ಮತ್ತು ತಂಡ, ಮೈಸೂರು ಅವರಿಂದ ತಾಳಮದ್ದಲೆ ಪಠ್ಯ [314, 333, 509, 342]
schedule-description: ಶ್ರೀಮತಿ ಚಂದನ ಕಲಾತಂಡ ದಿಂದ ನಾಗಸ್ವರ ಸಂಗೀತ [103, 233, 216, 242]
schedule-row [61, 297, 266, 308]
schedule-row [272, 936, 530, 947]
schedule-row [61, 780, 266, 791]
schedule-description: ಕಿರುಪ್ರ ಅಲ್ಲಿಡ್ಡು ನಾಗರೀಕ ವೇದಿಕೆಯಿಂದ ಜಾನಪದ ಗೀತೆ [103, 714, 225, 723]
schedule-description: ಶ್ರೀ ರಂಗಮ್ಮ ಮಾಡ್ಯಾಮ್ಯ ಕಲಾ ಹೋಟೆಮೆ ನಾಟಕ ಮಂಡಳಿ, ಮೈಸೂರು ಅವರಿಂದ ನಾಟಕ : ಭಗವಾಹುರಾ ಗರ್ವಭಂಗ [103, 451, 258, 471]
schedule-time: ಸಂ. 4.00 [61, 650, 91, 659]
schedule-description: ಸುನಿತಾ ಪಿ. ಕುಲಕರ್ಣಿ ಮತ್ತು ತಂಡ, ಬಾಗಲಕೋಟೆ ಅವರಿಂದ ಭರತನಾಟ್ಯ [314, 288, 476, 297]
schedule-row [61, 605, 266, 616]
schedule-time: ರಾ. 7.30 [272, 365, 301, 374]
schedule-time: ರಾ. 7.15 [61, 605, 90, 614]
venue-heading: ಶ್ರೀಕಂಠೇಶ್ವರ ದೇವಸ್ಥಾನ, ನಂಜನಗೂಡು [61, 813, 266, 824]
schedule-description: ದಸರಾ ಫಲಪುಷ್ಪ ಪ್ರದರ್ಶನ, ಕುಪ್ಪಣ್ಣ ಉದ್ಯಾನ [350, 894, 451, 903]
schedule-row [61, 397, 266, 408]
schedule-row [272, 298, 530, 309]
schedule-time: ಬೆ.6.30 ರಿಂದ ಸಂ. 5.30 [272, 894, 343, 903]
schedule-row [61, 825, 266, 846]
kaveri-rule [537, 747, 890, 748]
schedule-time: ಸಂ. 5.30 [272, 344, 302, 353]
youth-text-2: ಯುವ ದಸರಾದ ಅಂಗವಾಗಿ ಆಯೋಜಿಸಿದ್ದ ಸಂಗೀತ ಕಾರ್ಯಕ್ರಮಕ್ಕೆ ಕಿಕ್ಕಿರಿದು ಜನ ಸೇರಿದ್ದರು. ಇಸ್ರೋ ಯುವಕರು ಭಾವೋದ್ರಿಕ್ತರಾಗಿ ಕುಣಿದರು. ಹಾಡಿನ ಲಯಕ್ಕೆ ತಕ್ಕಂತೆ ಮೊಬೈಲ್ ಟಾರ್ಚ್ ಬೆಳಗಿಸಿ ಸಂಭ್ರಮಿಸಿದರು. ಕಾರ್ಯಕ್ರಮದಲ್ಲಿ ಸಚಿವರು, ಶಾಸಕರು ಹಾಗೂ ಜಿಲ್ಲಾಧಿಕಾರಿಗಳು ಉಪಸ್ಥಿತರಿದ್ದರು. ಪೊಲೀಸ್ ಇಲಾಖೆ ಸೂಕ್ತ ಭದ್ರತಾ ವ್ಯವಸ್ಥೆ ಕೈಗೊಂಡಿತ್ತು. ಡಾ.ಎಚ್.ಸಿ. ಮಹದೇವಪ್ಪ ಮಾತನಾಡಿ, ಯುವ ದಸರಾ ಯುವಕರ ಪ್ರತಿಭೆಗೆ ವೇದಿಕೆ ಒದಗಿಸುತ್ತದೆ. ಸಾಂಸ್ಕೃತಿಕ ಪರಂಪರೆಯನ್ನು ಉಳಿಸಿ ಬೆಳೆಸುವ ಕೆಲಸ ಯುವ ಸಮೂಹದಿಂದ ಆಗಬೇಕು ಎಂದರು. ಈ ಸಂದರ್ಭದಲ್ಲಿ ಶಾಸಕರು, ಮಹಾಪೌರರು, ಜಿಲ್ಲಾಧಿಕಾರಿ ಜಿ. ಲಕ್ಷ್ಮೀಕಾಂತ ರೆಡ್ಡಿ, ಪೊಲೀಸ್ ಆಯುಕ್ತ ಸೀಮಾ ಲಾಟ್ಕರ್ ಸೇರಿದಂತೆ ಗಣ್ಯರು ಉಪಸ್ಥಿತರಿದ್ದರು. ಅನುಮಾನ ಬಳಿ ನಿರ್ಮಿಸಲಾಗಿರುವ ನಿಂತ ಪ್ರೇಕ್ಷಕರ ಎದೆಗೆ ಬಿಗ್ಗುಮಿತ್ತು. ಗ್ಯಾಂಡ್ ಎಂಟ್ರಿ: ಯುವ ದಸರಾ ಮೊದಲ ದಿನ ಯುವಕರ ಸಂಭ್ರಮ ಮುಗಿಲು ಮುಟ್ಟಿತ್ತು. ಗಾಯಕಿ ಸಂಗೀತ ಕಾರ್ಯಕ್ರಮಕ್ಕೆ ಪ್ರೇಕ್ಷಕರು ಕುಣಿದು ಕುಪ್ಪಳಿಸಿದರು. ಗಾಯಕ ಸಂಗೀತ ಸಂಜೆಯಲ್ಲಿ ಕನ್ನಡ, ಹಿಂದಿ, ತೆಲುಗು ಹಾಡುಗಳನ್ನು ಹಾಡಿ ರಂಜಿಸಿದರು. ಲೇಸರ್ ಬೆಳಕಿನ [537, 1163, 659, 1369]
schedule-time: ರಾ. 7.30 [61, 802, 90, 811]
schedule-time: ಸಂ. 5.00 [61, 770, 91, 779]
schedule-row [61, 538, 266, 549]
schedule-row [61, 276, 266, 297]
schedule-description: ಅಮೃತಾ ವಿ. ಮತ್ತು ತಂಡ ಅವರಿಂದ ಸಿತಾರ್ ವಾದನ [103, 616, 218, 625]
schedule-description: ಎನ್.ಆರ್. ಪ್ರಸಾದ್ ಮತ್ತು ತಂಡ, ಹಾಸನ ಅವರಿಂದ ಸುಗಮ ಸಂಗೀತ [103, 627, 257, 636]
column-divider [268, 200, 269, 1078]
schedule-description: ಆರ್ ತಂಡದಿಂದ ನಾಟಕ - ಉರ್ವಿ [103, 374, 178, 383]
schedule-time: ಸೆ. 1, 4 ಮತ್ತು ಸಂಜೆ 7 [272, 915, 334, 924]
schedule-row [272, 893, 530, 904]
schedule-description: ರಂಗ ಬಳ್ಳಿ ಬಿ.ವಿ. ಕಾರಂತ ರಂಗಚಾವಡಿ ರಂಗೋತ್ಸವ, ಹಾಸ್ಯೆಶ್ ಕರ್ನಾಟಕ ಕಾಲೇಜು ವಿದ್ಯಾರ್ಥಿಗಳಿಂದ ರಕ್ಷಾ ನಾಟಕ ಪ್ರದರ್ಶನ, ಸಂಜೆ 6.30ಕ್ಕೆ ರಚನೆ: ಕುವೆಂಪು, ಸಂಜೆ ಸುಚಿತ್ರ, ನಿರ್ದೇಶನ : ಅವಿರಾಜ ಎಸ್. ಕೋಳ್ಳಿಗಾಲ [314, 568, 514, 598]
youth-text-more: ಡಾ.ಎಚ್.ಸಿ. ಮಹದೇವಪ್ಪ ಮಾತನಾಡಿ, ಯುವ ದಸರಾ ಯುವಕರ ಪ್ರತಿಭೆಗೆ ವೇದಿಕೆ ಒದಗಿಸುತ್ತದೆ. ಸಾಂಸ್ಕೃತಿಕ ಪರಂಪರೆಯನ್ನು ಉಳಿಸಿ ಬೆಳೆಸುವ ಕೆಲಸ ಯುವ ಸಮೂಹದಿಂದ ಆಗಬೇಕು ಎಂದರು. ಈ ಸಂದರ್ಭದಲ್ಲಿ ಶಾಸಕರು, ಮಹಾಪೌರರು, ಜಿಲ್ಲಾಧಿಕಾರಿ ಜಿ. ಲಕ್ಷ್ಮೀಕಾಂತ ರೆಡ್ಡಿ, ಪೊಲೀಸ್ ಆಯುಕ್ತ ಸೀಮಾ ಲಾಟ್ಕರ್ ಸೇರಿದಂತೆ ಗಣ್ಯರು ಉಪಸ್ಥಿತರಿದ್ದರು. [663, 1041, 890, 1081]
schedule-row [61, 243, 266, 264]
schedule-time: ಸಂ. 5.30 [272, 277, 302, 286]
missing-headline: ಅನಾರೋಗ್ಯದಿಂದ ಬಳಲುತ್ತಿದ್ದ ವ್ಯಕ್ತಿ ಪತ್ರ ಬರೆದಿಟ್ಟು ನಾಪತ್ತೆ [288, 1244, 482, 1256]
registration-marks-left: ●●●● [60, 1378, 103, 1389]
schedule-description: ಸುಚಿತ ಕುಲಕರ್ಣಿ ಮತ್ತು ತಂಡ, ಚಿತ್ರದುರ್ಗ ಅವರಿಂದ ಹಿಂದೂಸ್ತಾನಿ ಸಂಗೀತ [314, 277, 480, 286]
venue-heading: ಲಲಿತಕಲೆ ಮತ್ತು ಕರಕುಶಲ ಕಲೆ ಉಪ ಸಮಿತಿ [272, 487, 530, 498]
schedule-time: ಸಂ. 5.00 [61, 562, 91, 571]
schedule-description: ಎನ್.ಕೃಷ್ಣ ಭಟ್, ಬೆಂಗಳೂರು ಅವರಿಂದ ಸುಗಮ ಸಂಗೀತ [103, 802, 230, 811]
schedule-description: ಚಿತ್ರ ಸ್ಪರ್ಧೆ ಜೆ.ಕೆ. ಮೈದಾನ, ಕಾಂಬ ಕರಿ ಸಮೀಪ (3 ಪ್ರದರ್ಶನ) [350, 915, 492, 924]
schedule-description: ಶ್ರೀ ಬೆಟ್ಟದ ಮಾರಮ್ಮನ ಗೊರವರ ಕುಣಿತ ಕಲಾ ತಂಡ, ಚಾಮರಾಜನಗರ ಅವರಿಂದ ಗೊರವರ ಕುಣಿತ [314, 256, 515, 276]
missing-text-2: ಮೈಸೂರು: ಅನಾರೋಗ್ಯದಿಂದ ಬಳಲುತ್ತಿದ್ದ ವ್ಯಕ್ತಿಯೊಬ್ಬರು ಪತ್ರ [332, 1331, 386, 1371]
schedule-time: ರಾ. 8.30 [272, 386, 301, 395]
venue-heading: ಜಗನ್ಮೋಹನ ಅರಮನೆ ವೇದಿಕೆ [272, 244, 530, 255]
schedule-row [272, 309, 530, 320]
schedule-row [61, 857, 266, 868]
schedule-description: ಎಸ್.ಆರ್. ಬಸವಯ್ಯ (ಲಕ್ಷ್ಮಣ) ಮತ್ತು ತಂಡದಿಂದ ಜಾನಪದ ಗೀತೆ [103, 847, 249, 856]
schedule-row [61, 429, 266, 450]
schedule-time: ರಾ. 8.00 [61, 616, 90, 625]
schedule-description: ಶಿವಪ್ರಸಾದ್ ಮತ್ತು ತಂಡ, ಮೂಡಬಿದರೆ ಅವರಿಂದ ಸ್ಯಾಕ್ಸೋಫೋನ್ ವಾದನ [103, 562, 250, 582]
schedule-time: ಸಂ. 4.30 [61, 671, 91, 680]
schedule-row [61, 308, 266, 329]
schedule-row [61, 485, 266, 496]
schedule-time: ಬೆಳಿಗ್ಗೆ 9.15 [61, 398, 95, 407]
schedule-description: ಸವಿತಾ ಚಂದನ್ ಮತ್ತು ತಂಡದಿಂದ ಹಿಂದೂಸ್ತಾನಿ [103, 857, 210, 866]
schedule-time: ಸಂ. 5.00 [61, 265, 91, 274]
schedule-time: ರಾತ್ರಿ 7.00 [61, 374, 91, 383]
continued-kicker: ಮೊರನೇ ಪುಟದಿಂದ [537, 80, 890, 94]
schedule-description: ಕರ್ನಾಟಕ ಸಾಗರ ಪ್ರದರ್ಶಕ ಕಲೆಗಳ ಕೇಂದ್ರ ವಿದ್ವಾನ್ ನಗರ್ ಸಿಂಗ್ ಮತ್ತು ತಂಡದಿಂದ ಭರತನಾಟ್ಯ [103, 244, 263, 264]
schedule-description: ಜನಪದಾದ ಜಾನಪದ ಕಲಾತಂಡ ಆರ್. ಸಂತೋಷ್, ಚಿಕ್ಕಮಗಳೂರು ಅವರಿಂದ ಜನಪದ ಗೀತೆಗಾಯನ [103, 496, 253, 516]
schedule-time: ಬೆ. 9 ರಿಂದ ರಾ. 9 [272, 873, 320, 881]
schedule-time [272, 544, 314, 555]
schedule-description: ನರೇಂದ್ರ ಕೆ. ಮತ್ತು ತಂಡದಿಂದ ಸಮೂಹ ನೃತ್ಯ [103, 594, 204, 603]
schedule-description: ಹೆಸರು ಗೊಂಬೆ ಸ್ಪರ್ಧೆ ಚಿತ್ರಕಲಾ ಶಿಬಿರ ಮತ್ತು ಮೈಸೂರು ಕೈಮಗ್ಗ ಕಲಾಶಿಬಿರ ವಸ್ತುಪ್ರದರ್ಶನ, ಸಂಜೆ 4.30 ರಿಂದ ರಾತ್ರಿ ವರೆಗೂ ಸಾಂಸ್ಕೃತಿಕ ಕಾರ್ಯಕ್ರಮ; ಸಭಾವಿಶೇಷ ಕಾಲೇಜು ವಿದ್ಯಾರ್ಥಿನಿಯರ ಸಂಗೀತ ಕಾರ್ಯಕ್ರಮ [314, 499, 530, 530]
schedule-time: ಸಂ. 6.30 [61, 791, 91, 800]
schedule-description: ಚಂದ್ರಶೇಖರ್ ಜಿ ಮತ್ತು ತಂಡ, ಹಾಸನ ಅವರಿಂದ ಜನಪದ ಗೀತೆ; ಶಿವಾನಿ ಎ.ಎಸ್. ಮತ್ತು ತಂಡ, ಬೆಂಗಳೂರು ಅವರಿಂದ ಭರತನಾಟ್ಯ [314, 211, 526, 231]
dasara-title-line2: ದಸರಾ ಕಾರ್ಯಕ್ರಮಗಳು [85, 147, 325, 182]
lead-headline: ಅಪಘಾತಗಳ ಮೂಲಕ ಪುಂಡರಿಂದ ಸುಲಿಗೆ [626, 96, 801, 111]
schedule-row [61, 746, 266, 757]
schedule-row [61, 724, 266, 735]
schedule-description: ದಸರಾ ಫಲಪುಷ್ಪ ಪ್ರದರ್ಶನ, ರಂಗಾಯಣ, ಬಿಜಿನೆಸ್ ಪಾರ್ಕ್ [350, 905, 482, 914]
schedule-time: ಸಂ. 6.00 [61, 451, 91, 460]
schedule-description: ಕರುಣಾಮಯಿ ಮತ್ತು ತಂಡ, ಮೈಸೂರು ಅವರಿಂದ ಹೌಂಚೀಕೆ ನಾಟಕ : ದಕ್ಷಯಜ್ಞ [103, 430, 256, 450]
schedule-description: ರೂಪಾರಾಣಿ ಮತ್ತು ತಂಡ, ರಾಮನಗರ ಅವರಿಂದ ಜಾನಪದ ಗಾಯನ [103, 605, 252, 614]
schedule-time: ಮ. 2.00 [61, 342, 91, 351]
schedule-row [61, 517, 266, 528]
youth-photo-1 [663, 876, 890, 1026]
schedule-time: ಸಂಜೆ 6, 7, 8 ಮತ್ತು ರಾತ್ರಿ 9 [272, 926, 347, 935]
schedule-description: ಪ್ರತಿಭಾ ಗೋಪಿನಾಥ್ ಮತ್ತು ತಂಡದಿಂದ ಸುಗಮ ಸಂಗೀತ [103, 703, 228, 712]
cinema-text-2: ಬೆಂಗಳೂರು, ಸೆ.23- ರಾಜ್ಯದ ಎಲ್ಲಾ ಚಿತ್ರಮಂದಿರಗಳಲ್ಲಿ ಸಿನಿಮಾ ಟಿಕೆಟ್ ದರ 200 ರೂಪಾಯಿ ನಿಗದಿಪಡಿಸಿ ರಾಜ್ಯ ಸರ್ಕಾರ ಹೊರಡಿಸಿದ್ದ ಆದೇಶಕ್ಕೆ ಕರ್ನಾಟಕ ಹೈಕೋರ್ಟ್ ಮಧ್ಯಂತರ ತಡೆ ನೀಡಿದೆ. ಮಲ್ಟಿಪ್ಲೆಕ್ಸ್ ಮಾಲೀಕರ ಸಂಘ ಸಲ್ಲಿಸಿದ್ದ ಅರ್ಜಿ ವಿಚಾರಣೆ ನಡೆಸಿದ ನ್ಯಾಯಮೂರ್ತಿಗಳ ಪೀಠ ಈ ಆದೇಶ ನೀಡಿದೆ. ಸರ್ಕಾರದ ನಿರ್ಧಾರ ಏಕಪಕ್ಷೀಯವಾಗಿದ್ದು ವ್ಯಾಪಾರ ಸ್ವಾತಂತ್ರ್ಯಕ್ಕೆ ಧಕ್ಕೆ ತರುತ್ತದೆ ಎಂದು ಅರ್ಜಿದಾರರು ವಾದಿಸಿದ್ದರು. 200 ರೂಪಾಯಿ ನಿಗದಿ ಮಾಡಿದ್ದ ಕರ್ನಾಟಕ ಸಿನಿಮಾ ನಿಯಂತ್ರಣ ತಿದ್ದುಪಡಿ ನಿಯಮಗಳ ಜಾರಿಗೆ ಹೈಕೋರ್ಟ್ ತಡೆ ನೀಡಿದ್ದು, ಮುಂದಿನ ವಿಚಾರಣೆಯನ್ನು ಮುಂದೂಡಿದೆ. ಸರ್ಕಾರದ ಪರ ವಕೀಲರು ಆಕ್ಷೇಪಣೆ ಸಲ್ಲಿಸಲು ಕಾಲಾವಕಾಶ ಕೋರಿದರು. ಗಳಿಸಿದ ಹೊಣೆಯನ್ನು ಎತ್ತಿ ಹಿಡಿದು ಇದೀಗ ಸರ್ಕಾರ ಹೆಚ್ಚಿನ ತನಿಖೆ ನಡೆಸಬೇಕು ಎಂದು ಮನವಿ ಮಾಡಿದರು. [374, 1127, 532, 1240]
cinema-text-1: ಬೆಂಗಳೂರು, ಸೆ.23- ರಾಜ್ಯದ ಎಲ್ಲಾ ಚಿತ್ರಮಂದಿರಗಳಲ್ಲಿ ಸಿನಿಮಾ ಟಿಕೆಟ್ ದರ 200 ರೂಪಾಯಿ ನಿಗದಿಪಡಿಸಿ ರಾಜ್ಯ ಸರ್ಕಾರ ಹೊರಡಿಸಿದ್ದ ಆದೇಶಕ್ಕೆ ಕರ್ನಾಟಕ ಹೈಕೋರ್ಟ್ ಮಧ್ಯಂತರ ತಡೆ ನೀಡಿದೆ. ಮಲ್ಟಿಪ್ಲೆಕ್ಸ್ ಮಾಲೀಕರ ಸಂಘ ಸಲ್ಲಿಸಿದ್ದ ಅರ್ಜಿ ವಿಚಾರಣೆ ನಡೆಸಿದ ನ್ಯಾಯಮೂರ್ತಿಗಳ ಪೀಠ ಈ ಆದೇಶ ನೀಡಿದೆ. ಸರ್ಕಾರದ ನಿರ್ಧಾರ ಏಕಪಕ್ಷೀಯವಾಗಿದ್ದು ವ್ಯಾಪಾರ ಸ್ವಾತಂತ್ರ್ಯಕ್ಕೆ ಧಕ್ಕೆ ತರುತ್ತದೆ ಎಂದು ಅರ್ಜಿದಾರರು ವಾದಿಸಿದ್ದರು. 200 ರೂಪಾಯಿ ನಿಗದಿ ಮಾಡಿದ್ದ ಕರ್ನಾಟಕ ಸಿನಿಮಾ ನಿಯಂತ್ರಣ ತಿದ್ದುಪಡಿ [238, 1146, 370, 1238]
schedule-time: ಬೆ. 9.30 [272, 410, 300, 419]
kaveri-headline: ಕಾವೇರಿ ಆರತಿ [598, 750, 651, 764]
venue-heading: ರಮಾಗೋವಿಂದ ವೇದಿಕೆ [61, 757, 266, 768]
venue-heading: ರಂಗಾಯಣ [272, 556, 530, 567]
schedule-row [61, 791, 266, 802]
schedule-row [272, 947, 530, 958]
schedule-row [272, 915, 530, 926]
schedule-description: ಹೊನ್ನಾವರ ಕಲ್ಪನೆಯಿಂದ ಕರ್ನಾಟಕ ಸಂಸ್ಥೆ, ಚೆನ್ನೈ ದ್ಯಾಷ್ಯಾಂತ ಎನ್. ವಿಶ್ವನಾಥ ಅವರಿಂದ ಸೃಕ್ಷ್ಮಸಂಗೀತ [314, 365, 508, 385]
section-title: ಮೈಸೂರು ನಗರ [126, 54, 213, 74]
kaveri-text-right: ಸುತ್ತೂರು ಮಠದ ಸಂಸ್ಥಾನ ಮಹಾಸ್ವಾಮಿಗಳ ಶ್ರೀ ಡಾ. ಶಿವರಾತ್ರಿ ದೇಶಿಕೇಂದ್ರ ಸ್ವಾಮೀಜಿ, ಸಚಿವರು ಮತ್ತು ಅಧಿಕಾರಿಗಳ ಸಮ್ಮುಖದಲ್ಲಿ ಕಾವೇರಿ ಆರತಿ ಕಾರ್ಯಕ್ರಮ ನಡೆಯಿತು. ನದಿಯಷ್ಟೇ ಪವಿತ್ರಳು ಕಾವೇರಿ; ಕಾವೇರಿ ನದಿ ನಾಡಿನ ಜೀವನದಿಯಾಗಿದ್ದು ಅದನ್ನು ಸಂರಕ್ಷಿಸುವುದು ನಮ್ಮೆಲ್ಲರ ಕರ್ತವ್ಯ ಎಂದು ಗಣ್ಯರು ಹೇಳಿದರು. ಕಾವೇರಿ ಆರತಿಗೆ ಮಂಡ್ಯ ಜಿಲ್ಲೆಯ ಕೆಆರ್‌ಎಸ್‌ನಲ್ಲಿ ಶಾಶ್ವತ ವ್ಯವಸ್ಥೆ ಕಲ್ಪಿಸಲು ಸರ್ಕಾರ ಯೋಜನೆ ರೂಪಿಸಿದೆ. [715, 769, 890, 830]
schedule-description: ಗುರುಚರಣ ಜಿ. ಬಿಂಬಿಯವರ ಮತ್ತು ತಂಡ, ಬೆಂಗಳೂರು ಅವರಿಂದ ಸುಗಮ ಸಂಗೀತ ಕಾರ್ಯಕ್ರಮ [314, 354, 528, 363]
schedule-row [61, 265, 266, 276]
kaveri-text-left: ಸುತ್ತೂರು ಮಠದ ಸಂಸ್ಥಾನ ಮಹಾಸ್ವಾಮಿಗಳ ಶ್ರೀ ಡಾ. ಶಿವರಾತ್ರಿ ದೇಶಿಕೇಂದ್ರ ಸ್ವಾಮೀಜಿ, ಸಚಿವರು ಮತ್ತು ಅಧಿಕಾರಿಗಳ ಸಮ್ಮುಖದಲ್ಲಿ ಕಾವೇರಿ ಆರತಿ ಕಾರ್ಯಕ್ರಮ ನಡೆಯಿತು. ನದಿಯಷ್ಟೇ ಪವಿತ್ರಳು ಕಾವೇರಿ; ಕಾವೇರಿ ನದಿ ನಾಡಿನ ಜೀವನದಿಯಾಗಿದ್ದು ಅದನ್ನು ಸಂರಕ್ಷಿಸುವುದು ನಮ್ಮೆಲ್ಲರ ಕರ್ತವ್ಯ ಎಂದು ಗಣ್ಯರು ಹೇಳಿದರು. ಕಾವೇರಿ ಆರತಿಗೆ ಮಂಡ್ಯ ಜಿಲ್ಲೆಯ ಕೆಆರ್‌ಎಸ್‌ನಲ್ಲಿ ಶಾಶ್ವತ ವ್ಯವಸ್ಥೆ ಕಲ್ಪಿಸಲು ಸರ್ಕಾರ ಯೋಜನೆ ರೂಪಿಸಿದೆ. [537, 769, 712, 830]
schedule-time: ಸಂ. 5.00 [272, 256, 302, 265]
schedule-time: ಸಂ. 5.30 [61, 693, 91, 702]
missing-rule [238, 1242, 532, 1243]
schedule-time [272, 499, 314, 531]
issue-date: ಬುಧವಾರ 24 ಸೆಪ್ಟೆಂಬರ್ 2025 [733, 56, 885, 71]
schedule-description: ಪ್ರಾಣಾಧಾರ ಮತ್ತು ತಂಡ, ಮೈಸೂರು ಅವರಿಂದ ಗಮಕ ಗಾಯನ [103, 780, 242, 789]
venue-heading: ಜಗನ್ಮೋಹನ ವೇದಿಕೆ [61, 386, 266, 397]
venue-heading: ನಾದಬ್ರಹ್ಮ ಸಂಗೀತಸಭಾ ವೇದಿಕೆ [61, 550, 266, 561]
mahisha-headline: ಮಹಿಷಾ ದಸರಾ ಕರೆ ಹಿನ್ನೆಲೆ; ನಿಷೇಧಾಜ್ಞೆ ಜಾರಿ [96, 1243, 194, 1268]
schedule-row [272, 409, 530, 441]
schedule-time: ರಾ. 8.30 [272, 310, 301, 319]
schedule-row [272, 926, 530, 937]
schedule-time: ಮ. 3.00 [61, 430, 91, 439]
